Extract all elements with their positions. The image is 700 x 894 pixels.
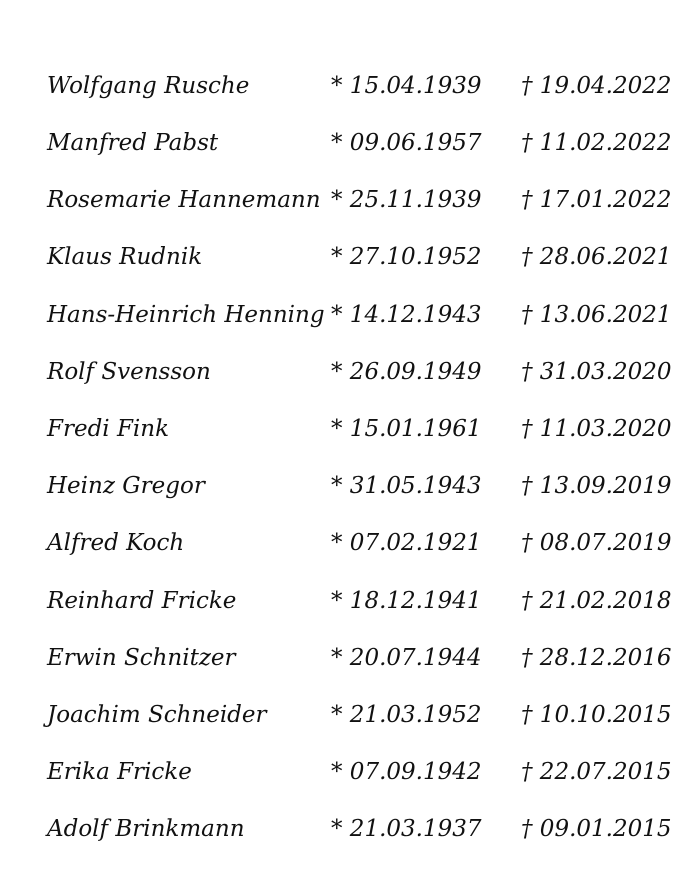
- birth-date: * 18.12.1941: [331, 588, 482, 614]
- birth-date: * 27.10.1952: [331, 244, 482, 270]
- death-date: † 31.03.2020: [521, 359, 672, 385]
- birth-date: * 15.01.1961: [331, 416, 482, 442]
- death-date: † 21.02.2018: [521, 588, 672, 614]
- list-item: [0, 752, 700, 792]
- list-item: [0, 237, 700, 277]
- death-date: † 28.06.2021: [521, 244, 672, 270]
- birth-date: * 31.05.1943: [331, 473, 482, 499]
- death-date: † 09.01.2015: [521, 816, 672, 842]
- birth-date: * 21.03.1952: [331, 702, 482, 728]
- list-item: [0, 295, 700, 335]
- death-date: † 17.01.2022: [521, 187, 672, 213]
- list-item: [0, 523, 700, 563]
- death-date: † 28.12.2016: [521, 645, 672, 671]
- list-item: [0, 180, 700, 220]
- list-item: [0, 66, 700, 106]
- person-name: Wolfgang Rusche: [47, 73, 250, 99]
- person-name: Fredi Fink: [47, 416, 170, 442]
- person-name: Alfred Koch: [47, 530, 185, 556]
- list-item: [0, 466, 700, 506]
- death-date: † 19.04.2022: [521, 73, 672, 99]
- person-name: Heinz Gregor: [47, 473, 205, 499]
- birth-date: * 09.06.1957: [331, 130, 482, 156]
- death-date: † 11.03.2020: [521, 416, 672, 442]
- person-name: Rolf Svensson: [47, 359, 211, 385]
- birth-date: * 25.11.1939: [331, 187, 482, 213]
- list-item: [0, 352, 700, 392]
- birth-date: * 07.09.1942: [331, 759, 482, 785]
- person-name: Erika Fricke: [47, 759, 192, 785]
- death-date: † 13.09.2019: [521, 473, 672, 499]
- birth-date: * 14.12.1943: [331, 302, 482, 328]
- person-name: Hans-Heinrich Henning: [47, 302, 325, 328]
- list-item: [0, 638, 700, 678]
- list-item: [0, 581, 700, 621]
- birth-date: * 21.03.1937: [331, 816, 482, 842]
- death-date: † 13.06.2021: [521, 302, 672, 328]
- person-name: Manfred Pabst: [47, 130, 219, 156]
- death-date: † 10.10.2015: [521, 702, 672, 728]
- death-date: † 22.07.2015: [521, 759, 672, 785]
- list-item: [0, 695, 700, 735]
- death-date: † 08.07.2019: [521, 530, 672, 556]
- person-name: Joachim Schneider: [47, 702, 267, 728]
- birth-date: * 15.04.1939: [331, 73, 482, 99]
- birth-date: * 26.09.1949: [331, 359, 482, 385]
- person-name: Reinhard Fricke: [47, 588, 237, 614]
- person-name: Adolf Brinkmann: [47, 816, 245, 842]
- person-name: Klaus Rudnik: [47, 244, 203, 270]
- birth-date: * 07.02.1921: [331, 530, 482, 556]
- list-item: [0, 809, 700, 849]
- person-name: Rosemarie Hannemann: [47, 187, 321, 213]
- birth-date: * 20.07.1944: [331, 645, 482, 671]
- list-item: [0, 123, 700, 163]
- death-date: † 11.02.2022: [521, 130, 672, 156]
- list-item: [0, 409, 700, 449]
- person-name: Erwin Schnitzer: [47, 645, 236, 671]
